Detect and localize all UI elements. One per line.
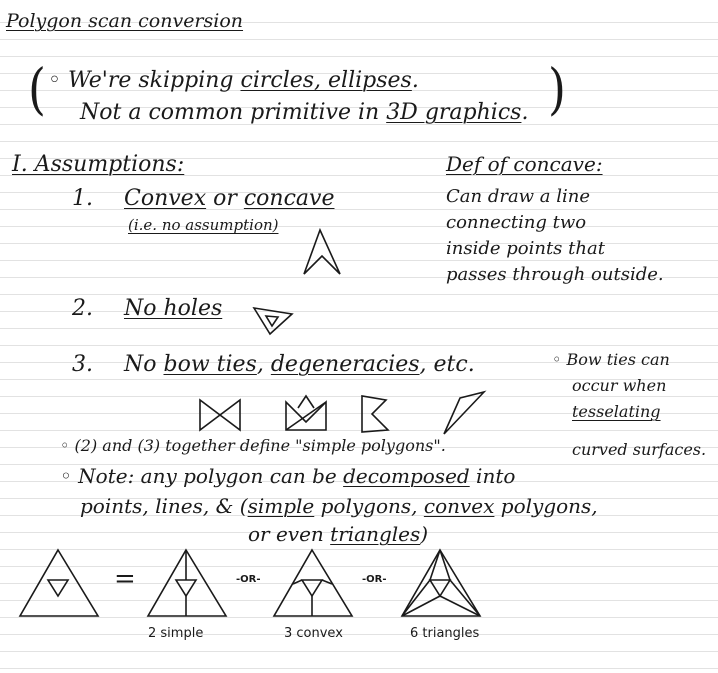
or-separator-2: -OR- [362,574,387,585]
definition-title: Def of concave: [446,152,603,176]
open-paren: ( [28,56,46,122]
note-text: points, lines, & ( [80,494,248,518]
decomposed-term: decomposed [343,464,470,488]
item-1-number: 1. [72,186,93,211]
note-emphasis: circles, ellipses [240,68,412,93]
item-3-text [124,352,475,377]
simple-polygons-note: ◦ (2) and (3) together define "simple polygons". [60,436,446,455]
equals-sign: = [114,564,136,594]
triangle-with-hole-icon [18,548,100,620]
note-text: ◦ Note: any polygon can be [60,464,344,488]
note-text: . [411,68,419,93]
note-text: ◦ We're skipping [48,68,241,93]
three-convex-decomposition-icon [272,548,354,620]
six-triangles-decomposition-icon [400,548,482,620]
section-heading: I. Assumptions: [12,152,185,177]
definition-line-4: passes through outside. [446,264,664,285]
decompose-note-line-1 [60,464,515,488]
bow-ties-term: bow ties [163,352,257,377]
decompose-note-line-2 [80,494,598,518]
definition-line-3: inside points that [446,238,605,259]
or-word: or [206,186,244,211]
note-text: into [469,464,516,488]
item-3-sep: , [256,352,271,377]
bow-tie-variant-icon [284,394,328,432]
label-6-triangles: 6 triangles [410,626,480,641]
note-text: Not a common primitive in [80,100,387,125]
definition-line-1: Can draw a line [446,186,591,207]
item-2-number: 2. [72,296,93,321]
label-3-convex: 3 convex [284,626,343,641]
or-separator-1: -OR- [236,574,261,585]
sliver-shape-icon [440,388,486,436]
two-simple-decomposition-icon [146,548,228,620]
bow-note-line-4: curved surfaces. [572,440,707,459]
bow-note-line-1: ◦ Bow ties can [552,350,670,369]
close-paren: ) [548,56,566,122]
note-text: polygons, [494,494,598,518]
label-2-simple: 2 simple [148,626,204,641]
concave-shape-icon [300,228,344,278]
convex-term: convex [423,494,495,518]
degenerate-shape-icon [358,394,392,434]
simple-term: simple [247,494,315,518]
note-text: ) [420,522,429,546]
note-text: . [521,100,529,125]
bow-tie-icon [198,398,242,432]
item-3-prefix: No [124,352,164,377]
triangles-term: triangles [330,522,421,546]
item-2-text: No holes [124,296,223,321]
intro-note-line2 [80,100,528,125]
convex-term: Convex [124,186,207,211]
polygon-with-hole-icon [252,304,294,336]
item-3-number: 3. [72,352,93,377]
decompose-note-line-3 [248,522,428,546]
bow-note-line-2: occur when [572,376,667,395]
note-text: polygons, [314,494,424,518]
definition-line-2: connecting two [446,212,587,233]
page-title: Polygon scan conversion [6,10,244,32]
note-text: or even [248,522,331,546]
item-1-subtext: (i.e. no assumption) [128,216,279,234]
intro-note-line1 [48,68,419,93]
note-emphasis: 3D graphics [386,100,522,125]
degeneracies-term: degeneracies [270,352,420,377]
item-3-end: , etc. [419,352,475,377]
concave-term: concave [243,186,335,211]
bow-note-line-3: tesselating [572,402,661,421]
item-1-text [124,186,334,211]
